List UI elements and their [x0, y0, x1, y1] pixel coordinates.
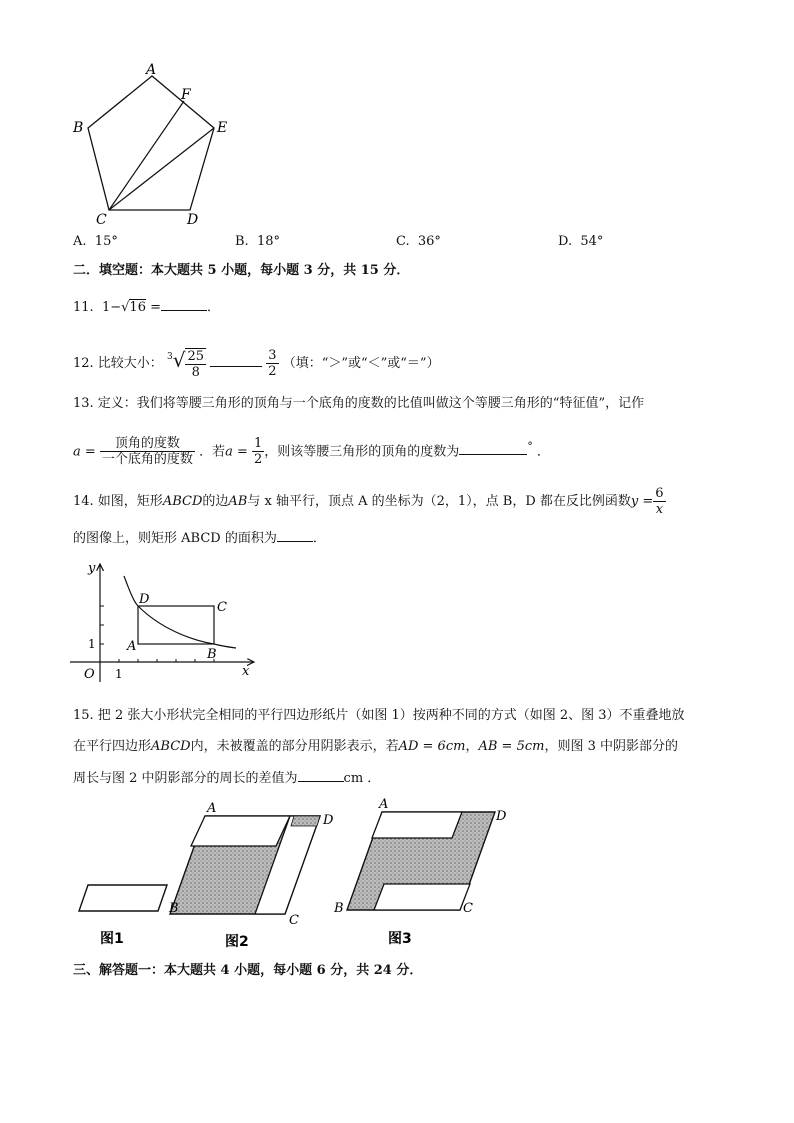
- vertex-f: F: [181, 87, 191, 103]
- vertex-b: B: [73, 120, 84, 136]
- y-one-label: 1: [88, 637, 96, 651]
- origin-label: O: [84, 667, 95, 682]
- q12: 12. 比较大小： $^3$√ $\frac{25}{8}$ $\frac{3}{2}$ （填：“＞”或“＜”或“＝”）: [73, 348, 440, 380]
- q14-line2: 的图像上，则矩形 ABCD 的面积为 ．: [73, 531, 326, 546]
- fig2-label: 图2: [225, 934, 249, 950]
- fig3-diagram: [347, 812, 495, 910]
- section3-heading: 三、解答题一：本大题共 4 小题，每小题 6 分，共 24 分．: [73, 963, 423, 978]
- q13-line1: 13. 定义：我们将等腰三角形的顶角与一个底角的度数的比值叫做这个等腰三角形的“特征值”，记作: [73, 396, 645, 411]
- q14-line1: 14. 如图，矩形ABCD的边AB与 x 轴平行，顶点 A 的坐标为（2，1），点 B，D 都在反比例函数y = $\frac{6}{x}$: [73, 486, 664, 517]
- fig3-vertex-a: A: [379, 798, 389, 812]
- fig2-vertex-d: D: [323, 813, 334, 828]
- x-one-label: 1: [115, 667, 123, 681]
- q12-answer-blank: [210, 354, 262, 367]
- q10-option-a: A. 15°: [73, 234, 118, 249]
- q15-answer-blank: [298, 769, 344, 782]
- fig1-parallelogram: [79, 885, 167, 911]
- vertex-a: A: [146, 62, 157, 78]
- vertex-d: D: [187, 212, 199, 228]
- sqrt-icon: √: [121, 300, 130, 315]
- fig2-vertex-a: A: [207, 801, 217, 816]
- vertex-c: C: [96, 212, 107, 228]
- q10-option-d: D. 54°: [558, 234, 604, 249]
- point-c-label: C: [217, 600, 227, 615]
- fig2-vertex-c: C: [289, 913, 299, 928]
- point-a-label: A: [127, 639, 137, 654]
- pentagon-figure: [60, 58, 250, 228]
- q13-line2: a = $\frac{\text{顶角的度数}}{\text{一个底角的度数}}$ ．若a = $\frac{1}{2}$ ，则该等腰三角形的顶角的度数为 ° ．: [73, 436, 550, 468]
- fig3-vertex-d: D: [496, 809, 507, 824]
- fig1-label: 图1: [100, 931, 124, 947]
- point-b-label: B: [207, 647, 217, 662]
- cube-root-icon: √: [172, 348, 186, 372]
- point-d-label: D: [139, 592, 150, 607]
- axis-x-label: x: [242, 664, 250, 679]
- q10-option-b: B. 18°: [235, 234, 280, 249]
- fig3-vertex-b: B: [334, 901, 344, 916]
- q11: 11. 1−√16 = ．: [73, 300, 221, 315]
- fig2-vertex-b: B: [169, 901, 179, 916]
- q14-graph: [70, 558, 270, 688]
- vertex-e: E: [217, 120, 228, 136]
- q13-answer-blank: [459, 442, 527, 455]
- fig2-diagram: [170, 816, 320, 914]
- q15-line2: 在平行四边形ABCD内，未被覆盖的部分用阴影表示，若AD = 6cm，AB = 5cm，则图 3 中阴影部分的: [73, 739, 678, 754]
- q15-line3: 周长与图 2 中阴影部分的周长的差值为 cm ．: [73, 771, 381, 786]
- q10-option-c: C. 36°: [396, 234, 441, 249]
- q14-answer-blank: [277, 529, 313, 542]
- section2-heading: 二．填空题：本大题共 5 小题，每小题 3 分，共 15 分．: [73, 263, 410, 278]
- q15-line1: 15. 把 2 张大小形状完全相同的平行四边形纸片（如图 1）按两种不同的方式（如图 2、图 3）不重叠地放: [73, 708, 685, 723]
- fig3-vertex-c: C: [463, 901, 473, 916]
- q15-figures: [70, 798, 520, 956]
- fig3-label: 图3: [388, 931, 412, 947]
- axis-y-label: y: [88, 561, 96, 576]
- q11-answer-blank: [161, 298, 207, 311]
